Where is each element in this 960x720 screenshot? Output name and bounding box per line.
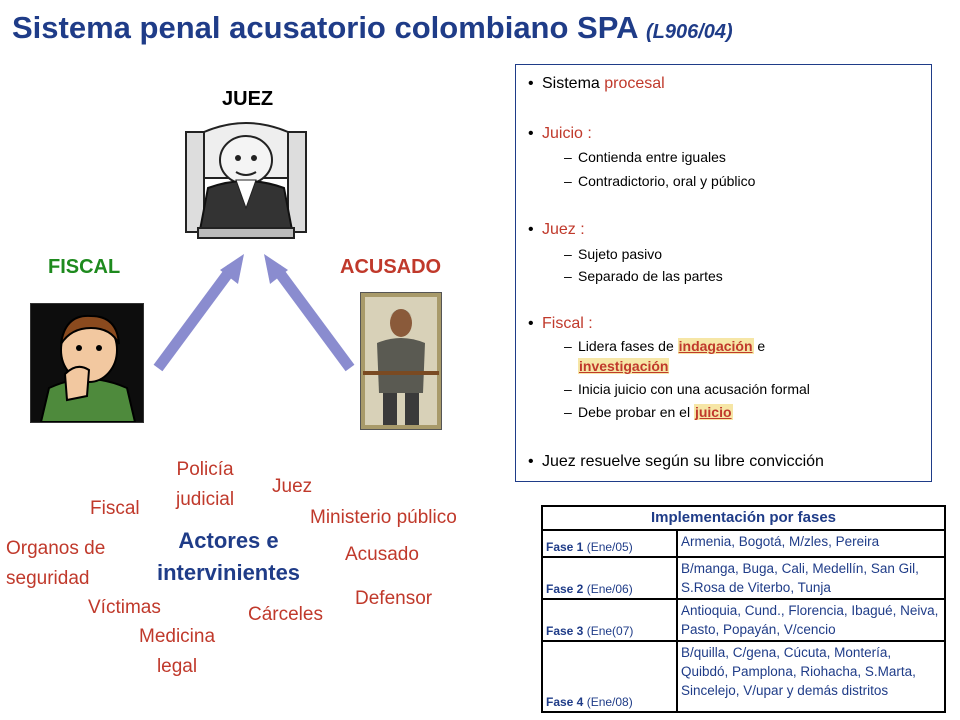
juez-item: – Separado de las partes <box>564 268 723 284</box>
fiscal-item-lidera-mid: e <box>753 338 766 354</box>
juicio-item: – Contradictorio, oral y público <box>564 173 756 189</box>
table-row <box>543 531 944 558</box>
title-law-close: ) <box>726 21 733 43</box>
bullet-sistema-pre: Sistema <box>542 75 605 92</box>
actor-carceles: Cárceles <box>248 604 323 625</box>
fiscal-item-probar: – Debe probar en el juicio <box>564 404 732 420</box>
fiscal-item-lidera: – Lidera fases de indagación e <box>564 338 766 354</box>
title-law: L906/04 <box>652 21 727 43</box>
actor-organos-line1: Organos de <box>6 538 106 559</box>
phase-name: Fase 3 <box>546 624 584 638</box>
implementation-table-header: Implementación por fases <box>543 507 944 531</box>
juicio-item: – Contienda entre iguales <box>564 149 726 165</box>
table-cities-cell: B/quilla, C/gena, Cúcuta, Montería, Quibdó, Pamplona, Riohacha, S.Marta, Sincelejo, V/upar y demás distritos <box>681 645 916 698</box>
phase-date: (Ene(07) <box>586 624 634 638</box>
bullet-fiscal: • Fiscal : <box>528 315 593 332</box>
table-cities-cell: Armenia, Bogotá, M/zles, Pereira <box>681 534 880 549</box>
actor-ministerio: Ministerio público <box>310 507 457 528</box>
juez-item-text: Sujeto pasivo <box>578 246 663 262</box>
accused-portrait-icon <box>360 292 442 430</box>
bullet-juicio-label: Juicio : <box>542 125 592 142</box>
actor-medicina-line1: Medicina <box>139 626 216 647</box>
juicio-item-text: Contradictorio, oral y público <box>578 173 756 189</box>
prosecutor-cartoon-icon <box>30 303 144 423</box>
actor-organos-line2: seguridad <box>6 568 90 589</box>
table-phase-cell <box>543 642 678 711</box>
info-box <box>515 64 932 482</box>
arrows-diagram <box>140 250 370 380</box>
fiscal-item-probar-pre: Debe probar en el <box>578 404 694 420</box>
bullet-conviccion-text: Juez resuelve según su libre convicción <box>542 453 824 470</box>
actor-policia-line1: Policía <box>176 459 234 480</box>
fiscal-item-inicia: – Inicia juicio con una acusación formal <box>564 381 810 397</box>
bullet-fiscal-label: Fiscal : <box>542 315 593 332</box>
fiscal-label: FISCAL <box>48 256 121 278</box>
bullet-juicio: • Juicio : <box>528 125 592 142</box>
juez-item: – Sujeto pasivo <box>564 246 663 262</box>
actor-acusado: Acusado <box>345 544 419 565</box>
actor-policia-line2: judicial <box>176 489 235 510</box>
actor-medicina-line2: legal <box>156 656 198 677</box>
actor-victimas: Víctimas <box>88 597 161 618</box>
fiscal-item-inicia-text: Inicia juicio con una acusación formal <box>578 381 810 397</box>
highlight-juicio: juicio <box>694 404 732 420</box>
table-row <box>543 558 944 600</box>
actor-defensor: Defensor <box>355 588 433 609</box>
juicio-item-text: Contienda entre iguales <box>578 149 726 165</box>
title-main: Sistema penal acusatorio colombiano SPA <box>12 10 646 45</box>
table-phase-cell <box>543 531 678 556</box>
title-law-open: ( <box>645 21 653 43</box>
judge-cartoon-icon <box>178 118 314 240</box>
phase-date: (Ene/05) <box>586 540 633 554</box>
juez-item-text: Separado de las partes <box>578 268 723 284</box>
bullet-juez: • Juez : <box>528 221 585 238</box>
actor-policia <box>176 455 234 515</box>
actors-title-line1: Actores e <box>178 528 279 553</box>
bullet-sistema: • Sistema procesal <box>528 75 665 92</box>
phase-date: (Ene/08) <box>586 695 633 709</box>
highlight-investigacion: investigación <box>579 358 669 374</box>
table-row <box>543 600 944 642</box>
bullet-sistema-accent: procesal <box>604 75 665 92</box>
fiscal-item-lidera-cont <box>578 358 669 374</box>
phase-name: Fase 2 <box>546 582 584 596</box>
actor-fiscal: Fiscal <box>90 498 140 519</box>
actors-title-line2: intervinientes <box>157 560 301 585</box>
page-title <box>12 10 733 46</box>
acusado-label: ACUSADO <box>340 256 442 278</box>
table-phase-cell <box>543 600 678 640</box>
phase-name: Fase 1 <box>546 540 584 554</box>
actor-medicina <box>139 622 215 682</box>
arrow-fiscal-juez <box>158 268 232 368</box>
actors-title <box>157 525 300 589</box>
table-phase-cell <box>543 558 678 598</box>
actor-organos <box>6 534 105 594</box>
bullet-conviccion: • Juez resuelve según su libre convicción <box>528 453 824 470</box>
bullet-juez-label: Juez : <box>542 221 585 238</box>
highlight-indagacion: indagación <box>678 338 753 354</box>
phase-name: Fase 4 <box>546 695 584 709</box>
arrow-acusado-juez <box>276 268 350 368</box>
table-cities-cell: B/manga, Buga, Cali, Medellín, San Gil, S.Rosa de Viterbo, Tunja <box>681 561 919 595</box>
table-cities-cell: Antioquia, Cund., Florencia, Ibagué, Neiva, Pasto, Popayán, V/cencio <box>681 603 939 637</box>
juez-label: JUEZ <box>222 88 274 110</box>
fiscal-item-lidera-pre: Lidera fases de <box>578 338 678 354</box>
table-row <box>543 642 944 711</box>
actor-juez: Juez <box>272 476 313 497</box>
phase-date: (Ene/06) <box>586 582 633 596</box>
implementation-table <box>541 505 946 713</box>
